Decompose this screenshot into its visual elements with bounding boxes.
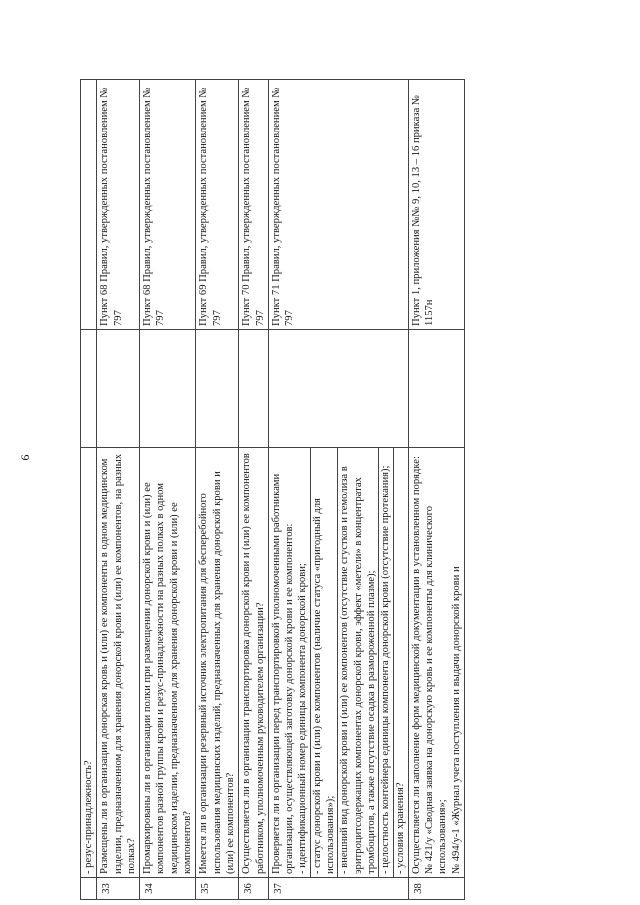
row-question: Осуществляется ли заполнение форм медицинской документации в установленном порядке: [410, 456, 422, 874]
row-number: 33 [97, 878, 140, 900]
list-item: - условия хранения? [393, 448, 407, 877]
list-item: - целостность контейнера единицы компонента донорской крови (отсутствие протекания); [378, 448, 392, 877]
row-question: Промаркированы ли в организации полки при размещении донорской крови и (или) ее компонентов разной группы крови и резус-принадлежности на разных полках в одном медицинском изделии, предназначенном для хранения донорской крови и (или) ее компонентов? [140, 448, 196, 878]
row-number: 35 [196, 878, 239, 900]
row-number: 38 [408, 878, 464, 900]
row-number: 36 [239, 878, 269, 900]
table-row [196, 80, 239, 900]
list-item: - внешний вид донорской крови и (или) ее компонентов (отсутствие сгустков и гемолиза в эритроцитсодержащих компонентах донорской крови, эффект «метели» в концентратах тромбоцитов, а также отсутствие осадка в размороженной плазме); [337, 448, 378, 877]
row-reference: Пункт 69 Правил, утвержденных постановлением № 797 [196, 80, 239, 330]
list-item: № 421/у «Сводная заявка на донорскую кровь и ее компоненты для клинического использования»; [424, 505, 449, 874]
table-row [239, 80, 269, 900]
table-row [97, 80, 140, 900]
table-row [268, 80, 408, 900]
row-reference: Пункт 71 Правил, утвержденных постановлением № 797 [268, 80, 408, 330]
row-number: 37 [268, 878, 408, 900]
table-row [140, 80, 196, 900]
table-row [81, 80, 97, 900]
list-item: - статус донорской крови и (или) ее компонентов (наличие статуса «пригодный для использования»); [310, 448, 338, 877]
list-item: № 494/у-1 «Журнал учета поступления и выдачи донорской крови и [450, 566, 462, 874]
row-reference: Пункт 68 Правил, утвержденных постановлением № 797 [97, 80, 140, 330]
inspection-checklist-table [80, 79, 465, 900]
row-question: Осуществляется ли в организации транспортировка донорской крови и (или) ее компонентов работником, уполномоченным руководителем организации? [239, 448, 269, 878]
row-reference: Пункт 1, приложения №№ 9, 10, 13 – 16 приказа № 1157н [408, 80, 464, 330]
list-item: - идентификационный номер единицы компонента донорской крови; [297, 563, 309, 874]
table-row [408, 80, 464, 900]
check-items-list [296, 451, 406, 874]
row-question: Размещены ли в организации донорская кровь и (или) ее компоненты в одном медицинском изделии, предназначенном для хранения донорской крови и (или) ее компонентов, на разных полках? [97, 448, 140, 878]
row-reference: Пункт 68 Правил, утвержденных постановлением № 797 [140, 80, 196, 330]
row-reference: Пункт 70 Правил, утвержденных постановлением № 797 [239, 80, 269, 330]
top-fragment: - резус-принадлежность? [81, 448, 97, 878]
rotated-table-container [80, 80, 550, 900]
row-question: Имеется ли в организации резервный источник электропитания для бесперебойного использования медицинских изделий, предназначенных для хранения донорской крови и (или) ее компонентов? [196, 448, 239, 878]
page-number: 9 [18, 454, 33, 461]
row-number: 34 [140, 878, 196, 900]
row-question: Проверяется ли в организации перед транспортировкой уполномоченными работниками организации, осуществляющей заготовку донорской крови и ее компонентов: [270, 473, 296, 874]
